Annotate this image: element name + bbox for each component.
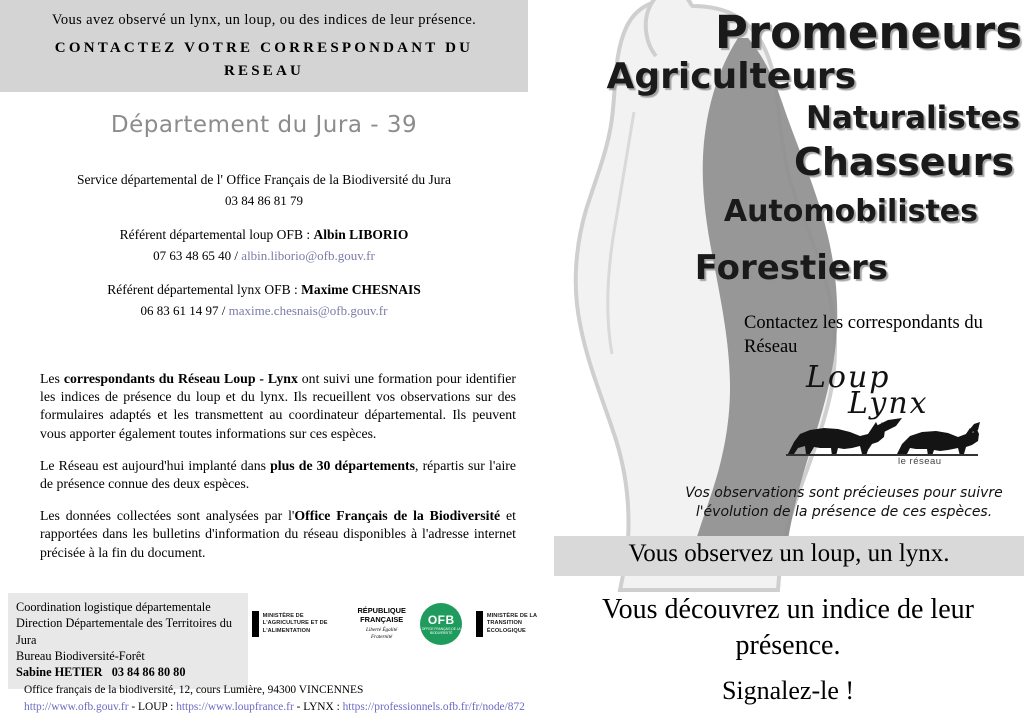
p1-part-a: Les	[40, 371, 64, 386]
coordination-line-1: Coordination logistique départementale	[16, 600, 211, 614]
top-banner	[0, 0, 528, 92]
ministry-transition-logo	[476, 611, 552, 637]
lynx-separator: /	[218, 303, 229, 319]
coordination-line-2: Direction Départementale des Territoires du Jura	[16, 616, 233, 647]
coordination-line-3: Bureau Biodiversité-Forêt	[16, 649, 145, 664]
paragraph-network-role	[40, 370, 516, 443]
audience-agriculteurs: Agriculteurs	[606, 56, 856, 97]
loup-separator: /	[231, 247, 242, 263]
republique-francaise-logo	[357, 607, 406, 641]
lynx-phone: 06 83 61 14 97	[140, 303, 219, 319]
ofb-website-link[interactable]: http://www.ofb.gouv.fr	[24, 700, 129, 713]
audience-chasseurs: Chasseurs	[793, 140, 1014, 184]
department-title: Département du Jura - 39	[110, 112, 418, 138]
banner-call-to-action: CONTACTEZ VOTRE CORRESPONDANT DU RESEAU	[54, 40, 474, 79]
logo-word-loup: Loup	[806, 360, 891, 395]
ofb-abbreviation: OFB	[427, 612, 455, 627]
marianne-bar-icon-2	[476, 611, 483, 637]
ofb-logo	[420, 603, 462, 645]
logo-word-lynx: Lynx	[848, 386, 929, 421]
ministry-agriculture-label: MINISTÈRE DE L'AGRICULTURE ET DE L'ALIMENTATION	[262, 613, 328, 634]
paragraph-network-coverage	[40, 457, 516, 493]
lynx-link-label: - LYNX :	[293, 700, 343, 713]
loup-link-label: - LOUP :	[128, 700, 177, 713]
logistics-coordination-box	[8, 593, 248, 689]
service-name: Service départemental de l' Office Français de la Biodiversité du Jura	[76, 172, 452, 187]
republique-francaise-title: RÉPUBLIQUE FRANÇAISE	[357, 606, 406, 624]
loup-referent-label: Référent départemental loup OFB :	[119, 227, 314, 243]
p2-part-c: , répartis sur l'aire de présence connue des deux espèces.	[40, 457, 516, 492]
logo-divider	[786, 454, 978, 456]
lynx-contact-line	[0, 301, 528, 321]
contact-block	[0, 170, 528, 321]
audience-forestiers: Forestiers	[694, 248, 888, 288]
p2-part-a: Le Réseau est aujourd'hui implanté dans	[40, 457, 271, 473]
observation-note: Vos observations sont précieuses pour suivre l'évolution de la présence de ces espèces.	[685, 485, 1003, 520]
p2-part-b: plus de 30 départements	[270, 457, 416, 473]
marianne-bar-icon	[252, 611, 259, 637]
p3-part-b: Office Français de la Biodiversité	[294, 508, 501, 524]
lynx-referent-label: Référent départemental lynx OFB :	[107, 282, 302, 298]
paragraph-data-analysis	[40, 507, 516, 562]
lynx-referent-name: Maxime CHESNAIS	[301, 282, 421, 298]
bottom-urls	[24, 699, 544, 716]
ofb-badge-icon	[420, 603, 462, 645]
ofb-address: Office français de la biodiversité, 12, cours Lumière, 94300 VINCENNES	[24, 684, 364, 696]
p1-part-c: ont suivi une formation pour identifier les indices de présence du loup et du lynx. Ils recueillent vos observations sur des formulaires adaptés et les transmettent au coordinateur départemental. Ils peuvent vous apporter également toutes informations sur ces espèces.	[40, 371, 517, 441]
slogan-report: Signalez-le !	[721, 676, 855, 705]
bottom-links	[24, 682, 544, 715]
loup-referent-line	[0, 225, 528, 246]
body-text	[40, 370, 516, 576]
loup-email[interactable]: albin.liborio@ofb.gouv.fr	[241, 247, 375, 263]
p3-part-c: et rapportées dans les bulletins d'information du réseau disponibles à l'adresse internet précisée à la fin du document.	[40, 508, 516, 560]
loup-referent-name: Albin LIBORIO	[313, 227, 409, 243]
institution-logos	[252, 588, 552, 660]
p1-part-b: correspondants du Réseau Loup - Lynx	[63, 371, 298, 386]
ministry-transition-label: MINISTÈRE DE LA TRANSITION ÉCOLOGIQUE	[486, 613, 537, 634]
audience-naturalistes: Naturalistes	[806, 100, 1020, 136]
loup-lynx-logo	[772, 358, 1002, 468]
wolf-lynx-silhouettes-icon	[776, 404, 1006, 474]
ministry-agriculture-logo	[252, 611, 343, 637]
audience-promeneurs: Promeneurs	[714, 6, 1022, 59]
service-phone: 03 84 86 81 79	[225, 192, 303, 208]
loup-phone: 07 63 48 65 40	[153, 247, 232, 263]
slogan-observe: Vous observez un loup, un lynx.	[628, 540, 950, 567]
logo-subtitle: le réseau	[898, 456, 942, 467]
republique-francaise-motto: Liberté Égalité Fraternité	[366, 626, 398, 640]
contact-correspondents-text: Contactez les correspondants du Réseau	[744, 313, 983, 357]
coordination-contact-name: Sabine HETIER	[16, 665, 103, 680]
slogan-discover: Vous découvrez un indice de leur présence.	[602, 594, 974, 661]
lynx-link[interactable]: https://professionnels.ofb.fr/fr/node/872	[342, 700, 525, 713]
loup-contact-line	[0, 246, 528, 266]
coordination-contact-phone: 03 84 86 80 80	[111, 665, 186, 680]
coordination-contact	[16, 664, 240, 680]
loupfrance-link[interactable]: https://www.loupfrance.fr	[176, 700, 294, 713]
p3-part-a: Les données collectées sont analysées par l'	[40, 508, 295, 524]
ofb-full-name: OFFICE FRANÇAIS DE LA BIODIVERSITÉ	[421, 626, 461, 635]
lynx-email[interactable]: maxime.chesnais@ofb.gouv.fr	[228, 303, 388, 319]
lynx-referent-line	[0, 280, 528, 301]
audience-automobilistes: Automobilistes	[723, 194, 978, 229]
banner-intro-text: Vous avez observé un lynx, un loup, ou des indices de leur présence.	[51, 12, 477, 28]
right-panel	[548, 0, 1024, 724]
